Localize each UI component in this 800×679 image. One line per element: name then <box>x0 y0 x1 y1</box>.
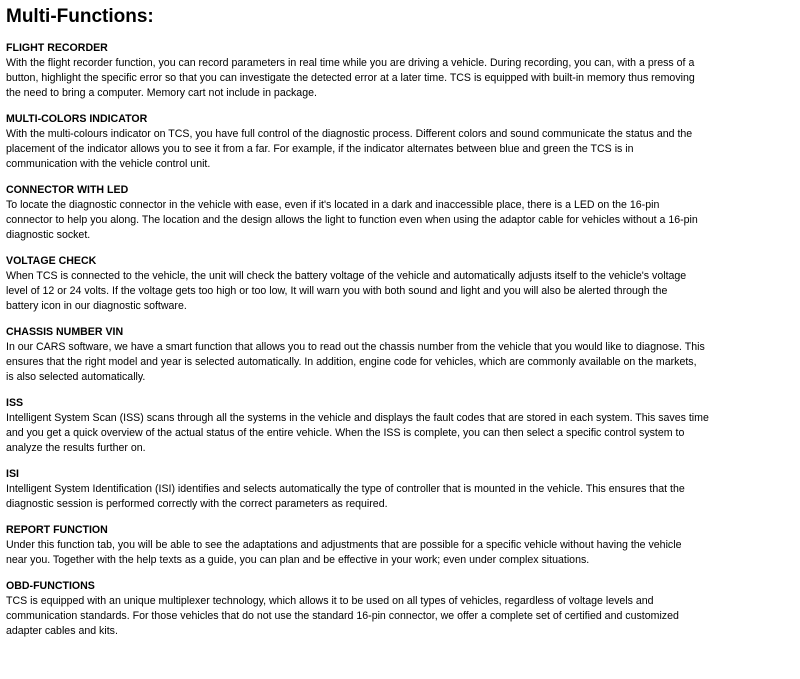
page-title: Multi-Functions: <box>6 6 154 27</box>
section-chassis-number-vin <box>6 325 800 385</box>
section-body <box>6 594 800 639</box>
section-report-function <box>6 523 800 568</box>
body-line: Under this function tab, you will be able to see the adaptations and adjustments that are possible for a specific vehicle without having the vehicle <box>6 539 682 551</box>
body-line: To locate the diagnostic connector in the vehicle with ease, even if it's located in a dark and inaccessible place, there is a LED on the 16-pin <box>6 199 660 211</box>
body-line: near you. Together with the help texts as a guide, you can plan and be effective in your work; even under complex situations. <box>6 554 590 566</box>
body-line: With the multi-colours indicator on TCS, you have full control of the diagnostic process. Different colors and sound communicate the status and the <box>6 128 693 140</box>
section-heading: REPORT FUNCTION <box>6 524 108 536</box>
body-line: diagnostic session is performed correctly with the correct parameters as required. <box>6 498 388 510</box>
section-body <box>6 538 800 568</box>
body-line: When TCS is connected to the vehicle, the unit will check the battery voltage of the vehicle and automatically adjusts itself to the vehicle's voltage <box>6 270 687 282</box>
body-line: placement of the indicator allows you to see it from a far. For example, if the indicator alternates between blue and green the TCS is in <box>6 143 634 155</box>
body-line: battery icon in our diagnostic software. <box>6 300 187 312</box>
body-line: ensures that the right model and year is selected automatically. In addition, engine code for vehicles, which are commonly available on the markets, <box>6 356 697 368</box>
section-obd-functions <box>6 579 800 639</box>
body-line: connector to help you along. The location and the design allows the light to function even when using the adaptor cable for vehicles without a 16-pin <box>6 214 698 226</box>
body-line: the need to bring a computer. Memory cart not include in package. <box>6 87 317 99</box>
body-line: level of 12 or 24 volts. If the voltage gets too high or too low, It will warn you with both sound and light and you will also be alerted through the <box>6 285 668 297</box>
section-voltage-check <box>6 254 800 314</box>
body-line: is also selected automatically. <box>6 371 146 383</box>
section-heading: OBD-FUNCTIONS <box>6 580 95 592</box>
section-body <box>6 482 800 512</box>
section-heading: FLIGHT RECORDER <box>6 42 108 54</box>
body-line: Intelligent System Scan (ISS) scans through all the systems in the vehicle and displays the fault codes that are stored in each system. This saves time <box>6 412 709 424</box>
section-body <box>6 56 800 101</box>
section-body <box>6 198 800 243</box>
section-connector-with-led <box>6 183 800 243</box>
body-line: and you get a quick overview of the actual status of the entire vehicle. When the ISS is complete, you can then select a specific control system to <box>6 427 685 439</box>
section-heading: CONNECTOR WITH LED <box>6 184 129 196</box>
body-line: Intelligent System Identification (ISI) identifies and selects automatically the type of controller that is mounted in the vehicle. This ensures that the <box>6 483 685 495</box>
body-line: analyze the results further on. <box>6 442 146 454</box>
section-heading: ISS <box>6 397 24 409</box>
section-body <box>6 269 800 314</box>
section-flight-recorder <box>6 41 800 101</box>
section-body <box>6 340 800 385</box>
section-body <box>6 411 800 456</box>
body-line: button, highlight the specific error so that you can investigate the detected error at a later time. TCS is equipped with built-in memory thus removing <box>6 72 695 84</box>
body-line: With the flight recorder function, you can record parameters in real time while you are driving a vehicle. During recording, you can, with a press of a <box>6 57 695 69</box>
body-line: In our CARS software, we have a smart function that allows you to read out the chassis number from the vehicle that you would like to diagnose. This <box>6 341 705 353</box>
section-heading: CHASSIS NUMBER VIN <box>6 326 124 338</box>
body-line: communication with the vehicle control unit. <box>6 158 211 170</box>
section-isi <box>6 467 800 512</box>
body-line: TCS is equipped with an unique multiplexer technology, which allows it to be used on all types of vehicles, regardless of voltage levels and <box>6 595 654 607</box>
section-heading: MULTI-COLORS INDICATOR <box>6 113 148 125</box>
section-heading: VOLTAGE CHECK <box>6 255 97 267</box>
section-heading: ISI <box>6 468 19 480</box>
section-body <box>6 127 800 172</box>
section-multi-colors-indicator <box>6 112 800 172</box>
section-iss <box>6 396 800 456</box>
body-line: adapter cables and kits. <box>6 625 118 637</box>
body-line: communication standards. For those vehicles that do not use the standard 16-pin connector, we offer a complete set of certified and customized <box>6 610 679 622</box>
body-line: diagnostic socket. <box>6 229 91 241</box>
